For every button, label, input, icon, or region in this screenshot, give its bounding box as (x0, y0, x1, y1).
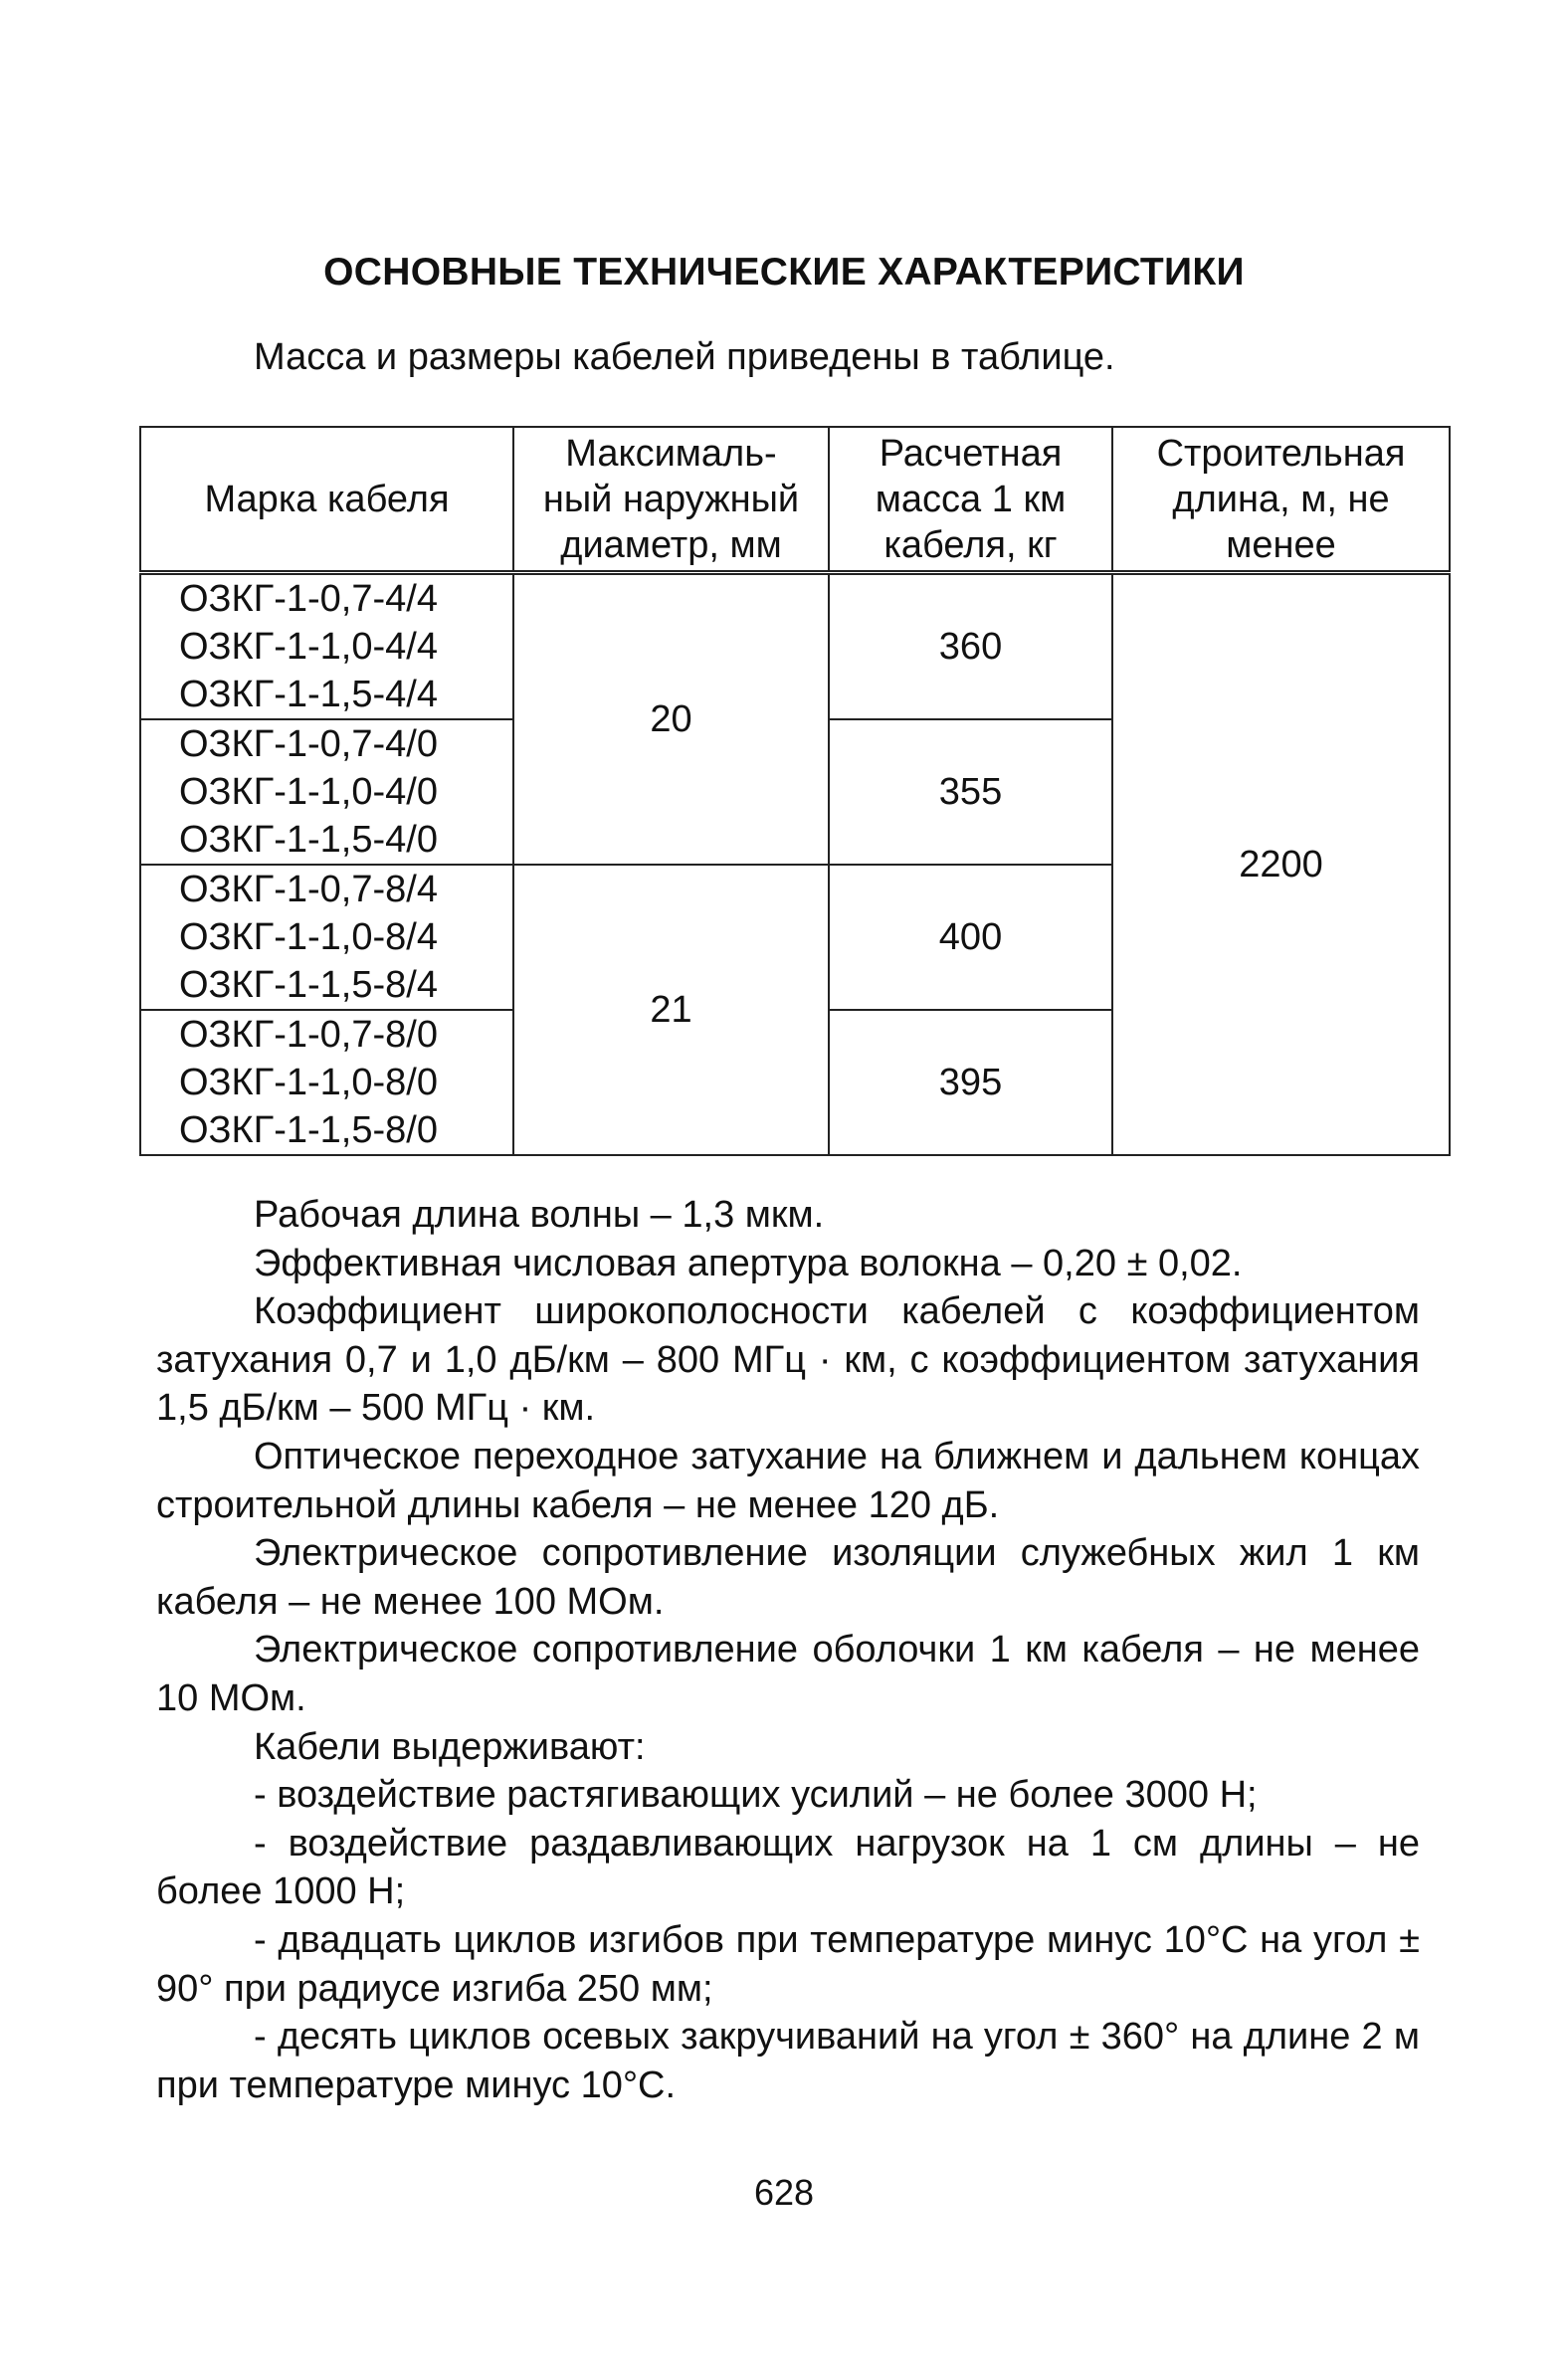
paragraph: - двадцать циклов изгибов при температуре минус 10°С на угол ± 90° при радиусе изгиба 250 мм; (156, 1918, 1420, 2010)
cable-model: ОЗКГ-1-0,7-4/0 (179, 723, 438, 765)
header-line: масса 1 км (875, 478, 1067, 520)
mass-cell: 355 (829, 719, 1112, 865)
paragraph: Коэффициент широкополосности кабелей с коэффициентом затухания 0,7 и 1,0 дБ/км – 800 МГц · км, с коэффициентом затухания 1,5 дБ/км – 500 МГц · км. (156, 1290, 1420, 1430)
model-group-cell (140, 865, 513, 1010)
header-length (1112, 427, 1450, 573)
header-mass (829, 427, 1112, 573)
header-cable-brand (140, 427, 513, 573)
model-group-cell (140, 719, 513, 865)
header-line: Максималь- (565, 432, 777, 475)
header-line: Расчетная (879, 432, 1063, 475)
cable-model: ОЗКГ-1-1,0-8/4 (179, 916, 438, 958)
page-number: 628 (753, 2172, 815, 2213)
cable-model: ОЗКГ-1-1,5-4/0 (179, 819, 438, 861)
model-group-cell (140, 573, 513, 720)
diameter-cell: 20 (513, 573, 829, 866)
header-line: кабеля, кг (883, 523, 1058, 566)
page-title: ОСНОВНЫЕ ТЕХНИЧЕСКИЕ ХАРАКТЕРИСТИКИ (323, 251, 1245, 294)
paragraph: Рабочая длина волны – 1,3 мкм. (254, 1194, 825, 1236)
paragraph: Электрическое сопротивление изоляции служебных жил 1 км кабеля – не менее 100 МОм. (156, 1532, 1420, 1623)
mass-cell: 400 (829, 865, 1112, 1010)
paragraph: - воздействие раздавливающих нагрузок на 1 см длины – не более 1000 Н; (156, 1822, 1420, 1913)
header-line: Марка кабеля (204, 478, 450, 520)
cable-model: ОЗКГ-1-1,0-8/0 (179, 1062, 438, 1103)
header-max-diameter (513, 427, 829, 573)
intro-text: Масса и размеры кабелей приведены в таблице. (254, 336, 1115, 378)
cable-model: ОЗКГ-1-1,5-8/4 (179, 964, 438, 1006)
paragraph: Оптическое переходное затухание на ближнем и дальнем концах строительной длины кабеля – не менее 120 дБ. (156, 1435, 1420, 1526)
paragraph: - воздействие растягивающих усилий – не более 3000 Н; (254, 1774, 1258, 1817)
table-row (140, 573, 1450, 720)
cable-model: ОЗКГ-1-1,5-4/4 (179, 674, 438, 715)
header-line: диаметр, мм (560, 523, 782, 566)
characteristics-text (156, 1191, 1420, 2109)
paragraph: Эффективная числовая апертура волокна – 0,20 ± 0,02. (254, 1242, 1243, 1284)
paragraph: Кабели выдерживают: (254, 1725, 646, 1768)
header-line: менее (1226, 523, 1336, 566)
cable-spec-table (139, 426, 1451, 1156)
cable-model: ОЗКГ-1-1,0-4/4 (179, 626, 438, 668)
cable-model: ОЗКГ-1-0,7-4/4 (179, 578, 438, 620)
cable-model: ОЗКГ-1-0,7-8/0 (179, 1014, 438, 1056)
diameter-cell: 21 (513, 865, 829, 1155)
paragraph: - десять циклов осевых закручиваний на угол ± 360° на длине 2 м при температуре минус 10°С. (156, 2016, 1420, 2106)
mass-cell: 395 (829, 1010, 1112, 1155)
cable-model: ОЗКГ-1-1,5-8/0 (179, 1109, 438, 1151)
table-header-row (140, 427, 1450, 573)
header-line: длина, м, не (1172, 478, 1390, 520)
header-line: ный наружный (542, 478, 800, 520)
cable-model: ОЗКГ-1-1,0-4/0 (179, 771, 438, 813)
mass-cell: 360 (829, 573, 1112, 720)
header-line: Строительная (1156, 432, 1406, 475)
length-cell: 2200 (1112, 573, 1450, 1156)
paragraph: Электрическое сопротивление оболочки 1 км кабеля – не менее 10 МОм. (156, 1629, 1420, 1719)
model-group-cell (140, 1010, 513, 1155)
cable-model: ОЗКГ-1-0,7-8/4 (179, 869, 438, 910)
